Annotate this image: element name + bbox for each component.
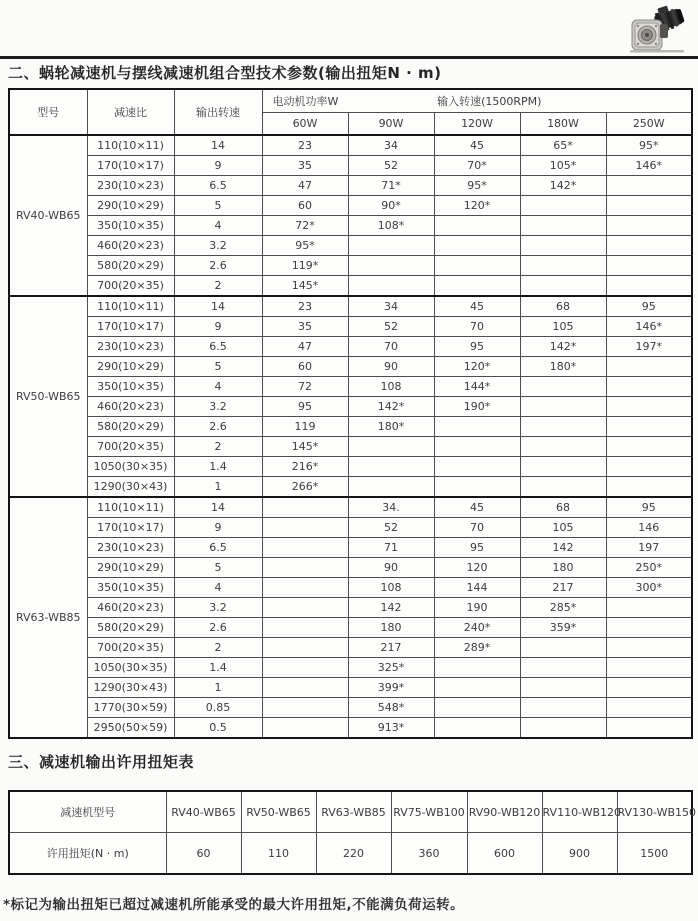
table-row <box>9 497 692 518</box>
table-row <box>9 176 692 196</box>
torque-value-cell: 190* <box>434 397 520 417</box>
model-name-cell: RV50-WB65 <box>241 791 316 833</box>
output-speed-cell: 4 <box>174 377 262 397</box>
table-row <box>9 477 692 498</box>
table-row <box>9 678 692 698</box>
ratio-cell: 1050(30×35) <box>87 658 174 678</box>
torque-value-cell: 142* <box>520 337 606 357</box>
col-header-60w: 60W <box>262 113 348 136</box>
torque-value-cell <box>520 397 606 417</box>
output-speed-cell: 2 <box>174 276 262 297</box>
torque-value-cell <box>520 196 606 216</box>
ratio-cell: 290(10×29) <box>87 196 174 216</box>
allowable-torque-cell: 1500 <box>617 833 692 875</box>
table-row <box>9 337 692 357</box>
torque-value-cell: 23 <box>262 296 348 317</box>
torque-value-cell: 120* <box>434 357 520 377</box>
allowable-torque-table <box>8 790 697 875</box>
torque-value-cell: 95* <box>434 176 520 196</box>
torque-value-cell <box>606 357 692 377</box>
gear-reducer-photo <box>624 4 688 56</box>
torque-value-cell <box>606 678 692 698</box>
torque-value-cell: 240* <box>434 618 520 638</box>
torque-value-cell <box>434 698 520 718</box>
torque-value-cell: 45 <box>434 135 520 156</box>
ratio-cell: 170(10×17) <box>87 518 174 538</box>
col-header-250w: 250W <box>606 113 692 136</box>
table-row <box>9 598 692 618</box>
torque-value-cell <box>606 276 692 297</box>
torque-value-cell: 95 <box>606 497 692 518</box>
torque-value-cell: 913* <box>348 718 434 739</box>
output-speed-cell: 2 <box>174 437 262 457</box>
torque-value-cell: 119* <box>262 256 348 276</box>
table-row <box>9 256 692 276</box>
torque-value-cell: 216* <box>262 457 348 477</box>
torque-value-cell: 47 <box>262 337 348 357</box>
torque-value-cell: 68 <box>520 497 606 518</box>
output-speed-cell: 9 <box>174 518 262 538</box>
torque-value-cell: 105 <box>520 317 606 337</box>
output-speed-cell: 5 <box>174 196 262 216</box>
torque-value-cell <box>606 718 692 739</box>
torque-value-cell <box>520 437 606 457</box>
torque-value-cell: 95 <box>606 296 692 317</box>
torque-value-cell: 95* <box>262 236 348 256</box>
torque-value-row <box>9 833 692 875</box>
table-row <box>9 397 692 417</box>
torque-value-cell <box>434 256 520 276</box>
torque-value-cell: 95 <box>434 538 520 558</box>
torque-value-cell <box>606 236 692 256</box>
torque-value-cell: 34. <box>348 497 434 518</box>
table-row <box>9 578 692 598</box>
torque-value-cell: 90 <box>348 558 434 578</box>
output-speed-cell: 4 <box>174 216 262 236</box>
torque-value-cell: 34 <box>348 135 434 156</box>
torque-value-cell: 217 <box>520 578 606 598</box>
ratio-cell: 230(10×23) <box>87 176 174 196</box>
torque-value-cell <box>434 718 520 739</box>
output-speed-cell: 3.2 <box>174 397 262 417</box>
torque-value-cell: 146* <box>606 317 692 337</box>
ratio-cell: 460(20×23) <box>87 397 174 417</box>
output-speed-cell: 9 <box>174 317 262 337</box>
torque-value-cell: 60 <box>262 196 348 216</box>
torque-value-cell <box>520 256 606 276</box>
torque-value-cell: 146* <box>606 156 692 176</box>
torque-value-cell: 105* <box>520 156 606 176</box>
torque-value-cell <box>520 417 606 437</box>
torque-value-cell <box>262 598 348 618</box>
torque-value-cell <box>520 276 606 297</box>
col-header-output-speed: 输出转速 <box>174 89 262 135</box>
allowable-torque-cell: 360 <box>391 833 467 875</box>
output-speed-cell: 6.5 <box>174 176 262 196</box>
torque-value-cell <box>520 698 606 718</box>
output-speed-cell: 1 <box>174 678 262 698</box>
torque-value-cell: 190 <box>434 598 520 618</box>
torque-value-cell: 145* <box>262 276 348 297</box>
ratio-cell: 110(10×11) <box>87 296 174 317</box>
table-row <box>9 317 692 337</box>
torque-value-cell <box>606 658 692 678</box>
ratio-cell: 580(20×29) <box>87 256 174 276</box>
torque-value-cell <box>262 578 348 598</box>
model-name-cell: RV63-WB85 <box>316 791 391 833</box>
torque-value-cell <box>520 678 606 698</box>
torque-value-cell <box>606 598 692 618</box>
torque-value-cell: 35 <box>262 317 348 337</box>
section3-heading: 三、减速机输出许用扭矩表 <box>8 753 195 771</box>
allowable-torque-cell: 600 <box>467 833 542 875</box>
torque-value-cell: 180 <box>348 618 434 638</box>
model-row-label: 减速机型号 <box>9 791 166 833</box>
torque-value-cell <box>348 457 434 477</box>
torque-value-cell <box>606 397 692 417</box>
torque-value-cell: 119 <box>262 417 348 437</box>
output-speed-cell: 1.4 <box>174 457 262 477</box>
model-name-cell: RV40-WB65 <box>166 791 241 833</box>
torque-value-cell: 65* <box>520 135 606 156</box>
torque-value-cell <box>520 457 606 477</box>
torque-value-cell: 70* <box>434 156 520 176</box>
table-row <box>9 437 692 457</box>
torque-value-cell <box>434 658 520 678</box>
ratio-cell: 2950(50×59) <box>87 718 174 739</box>
table-row <box>9 216 692 236</box>
ratio-cell: 1290(30×43) <box>87 678 174 698</box>
torque-value-cell <box>262 678 348 698</box>
torque-value-cell <box>606 457 692 477</box>
torque-value-cell <box>520 658 606 678</box>
torque-value-cell: 285* <box>520 598 606 618</box>
torque-value-cell: 95 <box>434 337 520 357</box>
torque-value-cell: 300* <box>606 578 692 598</box>
torque-value-cell: 266* <box>262 477 348 498</box>
model-name-cell: RV90-WB120 <box>467 791 542 833</box>
torque-value-cell: 23 <box>262 135 348 156</box>
ratio-cell: 290(10×29) <box>87 558 174 578</box>
output-speed-cell: 2.6 <box>174 417 262 437</box>
torque-value-cell: 142* <box>348 397 434 417</box>
torque-value-cell: 60 <box>262 357 348 377</box>
output-speed-cell: 1 <box>174 477 262 498</box>
torque-value-cell: 72* <box>262 216 348 236</box>
table-row <box>9 718 692 739</box>
torque-value-cell <box>434 276 520 297</box>
table-row <box>9 698 692 718</box>
torque-value-cell <box>262 518 348 538</box>
torque-value-cell: 144 <box>434 578 520 598</box>
output-speed-cell: 2.6 <box>174 618 262 638</box>
torque-value-cell: 95 <box>262 397 348 417</box>
torque-value-cell: 142 <box>348 598 434 618</box>
allowable-torque-cell: 220 <box>316 833 391 875</box>
ratio-cell: 170(10×17) <box>87 156 174 176</box>
torque-value-cell: 90* <box>348 196 434 216</box>
model-name-cell: RV110-WB120 <box>542 791 617 833</box>
torque-value-cell: 35 <box>262 156 348 176</box>
col-header-model: 型号 <box>9 89 87 135</box>
output-speed-cell: 14 <box>174 497 262 518</box>
torque-value-cell <box>348 276 434 297</box>
torque-value-cell <box>434 437 520 457</box>
torque-value-cell <box>606 196 692 216</box>
ratio-cell: 580(20×29) <box>87 417 174 437</box>
ratio-cell: 1290(30×43) <box>87 477 174 498</box>
table-row <box>9 638 692 658</box>
torque-value-cell <box>348 437 434 457</box>
torque-value-cell: 45 <box>434 296 520 317</box>
ratio-cell: 700(20×35) <box>87 437 174 457</box>
table-row <box>9 276 692 297</box>
ratio-cell: 460(20×23) <box>87 236 174 256</box>
torque-value-cell: 45 <box>434 497 520 518</box>
section2-heading: 二、蜗轮减速机与摆线减速机组合型技术参数(输出扭矩N · m) <box>8 64 442 82</box>
torque-value-cell <box>606 477 692 498</box>
torque-value-cell <box>434 417 520 437</box>
torque-value-cell <box>520 638 606 658</box>
model-cell: RV63-WB85 <box>9 497 87 738</box>
torque-value-cell: 68 <box>520 296 606 317</box>
output-speed-cell: 6.5 <box>174 337 262 357</box>
torque-value-cell: 70 <box>348 337 434 357</box>
torque-value-cell: 108* <box>348 216 434 236</box>
output-speed-cell: 4 <box>174 578 262 598</box>
torque-value-cell <box>606 698 692 718</box>
ratio-cell: 1770(30×59) <box>87 698 174 718</box>
torque-value-cell <box>348 236 434 256</box>
torque-value-cell: 105 <box>520 518 606 538</box>
torque-value-cell: 72 <box>262 377 348 397</box>
torque-value-cell <box>262 538 348 558</box>
torque-value-cell: 142 <box>520 538 606 558</box>
torque-value-cell: 52 <box>348 156 434 176</box>
torque-value-cell: 399* <box>348 678 434 698</box>
torque-value-cell <box>606 437 692 457</box>
torque-value-cell: 95* <box>606 135 692 156</box>
output-speed-cell: 3.2 <box>174 598 262 618</box>
torque-value-cell: 108 <box>348 377 434 397</box>
ratio-cell: 350(10×35) <box>87 377 174 397</box>
torque-value-cell: 197 <box>606 538 692 558</box>
input-speed-label: 输入转速(1500RPM) <box>437 95 542 108</box>
torque-value-cell: 71* <box>348 176 434 196</box>
torque-value-cell: 52 <box>348 317 434 337</box>
torque-value-cell: 289* <box>434 638 520 658</box>
ratio-cell: 350(10×35) <box>87 216 174 236</box>
model-name-cell: RV130-WB150 <box>617 791 692 833</box>
torque-value-cell: 142* <box>520 176 606 196</box>
table-row <box>9 558 692 578</box>
output-speed-cell: 2.6 <box>174 256 262 276</box>
torque-value-cell: 146 <box>606 518 692 538</box>
torque-value-cell <box>262 638 348 658</box>
asterisk-footnote: *标记为输出扭矩已超过减速机所能承受的最大许用扭矩,不能满负荷运转。 <box>3 897 465 913</box>
torque-value-cell: 180* <box>348 417 434 437</box>
ratio-cell: 230(10×23) <box>87 337 174 357</box>
torque-value-cell <box>606 638 692 658</box>
output-speed-cell: 5 <box>174 357 262 377</box>
torque-value-cell: 108 <box>348 578 434 598</box>
ratio-cell: 230(10×23) <box>87 538 174 558</box>
model-cell: RV40-WB65 <box>9 135 87 296</box>
output-speed-cell: 0.85 <box>174 698 262 718</box>
torque-value-cell: 325* <box>348 658 434 678</box>
ratio-cell: 110(10×11) <box>87 497 174 518</box>
torque-value-cell: 34 <box>348 296 434 317</box>
torque-value-cell <box>520 477 606 498</box>
torque-value-cell: 548* <box>348 698 434 718</box>
torque-value-cell: 70 <box>434 317 520 337</box>
torque-value-cell <box>606 216 692 236</box>
table-row <box>9 377 692 397</box>
col-header-90w: 90W <box>348 113 434 136</box>
allowable-torque-cell: 900 <box>542 833 617 875</box>
output-speed-cell: 14 <box>174 296 262 317</box>
torque-value-cell <box>262 698 348 718</box>
motor-power-label: 电动机功率W <box>272 95 339 108</box>
torque-value-cell <box>262 618 348 638</box>
table-row <box>9 618 692 638</box>
table-row <box>9 135 692 156</box>
torque-value-cell <box>434 477 520 498</box>
torque-value-cell <box>262 558 348 578</box>
ratio-cell: 350(10×35) <box>87 578 174 598</box>
torque-value-cell: 71 <box>348 538 434 558</box>
torque-value-cell <box>520 377 606 397</box>
table-row <box>9 457 692 477</box>
output-speed-cell: 5 <box>174 558 262 578</box>
torque-value-cell: 217 <box>348 638 434 658</box>
output-speed-cell: 3.2 <box>174 236 262 256</box>
torque-value-cell <box>348 477 434 498</box>
output-speed-cell: 9 <box>174 156 262 176</box>
output-speed-cell: 0.5 <box>174 718 262 739</box>
model-header-row <box>9 791 692 833</box>
ratio-cell: 110(10×11) <box>87 135 174 156</box>
output-speed-cell: 1.4 <box>174 658 262 678</box>
ratio-cell: 580(20×29) <box>87 618 174 638</box>
table-row <box>9 236 692 256</box>
col-header-power-span <box>262 89 692 113</box>
torque-value-cell <box>434 457 520 477</box>
allowable-torque-cell: 110 <box>241 833 316 875</box>
torque-value-cell <box>520 718 606 739</box>
torque-value-cell <box>262 658 348 678</box>
torque-value-cell <box>348 256 434 276</box>
torque-value-cell: 180* <box>520 357 606 377</box>
ratio-cell: 290(10×29) <box>87 357 174 377</box>
top-divider-rule <box>0 56 698 59</box>
torque-value-cell: 120* <box>434 196 520 216</box>
allowable-torque-cell: 60 <box>166 833 241 875</box>
torque-value-cell: 52 <box>348 518 434 538</box>
table-row <box>9 658 692 678</box>
output-speed-cell: 6.5 <box>174 538 262 558</box>
torque-value-cell: 144* <box>434 377 520 397</box>
torque-value-cell <box>606 176 692 196</box>
ratio-cell: 460(20×23) <box>87 598 174 618</box>
table-row <box>9 417 692 437</box>
model-name-cell: RV75-WB100 <box>391 791 467 833</box>
torque-value-cell <box>434 678 520 698</box>
torque-value-cell <box>606 618 692 638</box>
torque-value-cell: 180 <box>520 558 606 578</box>
torque-value-cell <box>434 236 520 256</box>
combined-parameters-table <box>8 88 693 739</box>
torque-row-label: 许用扭矩(N · m) <box>9 833 166 875</box>
output-speed-cell: 14 <box>174 135 262 156</box>
torque-value-cell <box>262 718 348 739</box>
torque-value-cell <box>262 497 348 518</box>
torque-value-cell: 70 <box>434 518 520 538</box>
col-header-120w: 120W <box>434 113 520 136</box>
torque-value-cell <box>606 377 692 397</box>
col-header-180w: 180W <box>520 113 606 136</box>
ratio-cell: 1050(30×35) <box>87 457 174 477</box>
torque-value-cell: 359* <box>520 618 606 638</box>
torque-value-cell <box>606 256 692 276</box>
torque-value-cell: 197* <box>606 337 692 357</box>
ratio-cell: 170(10×17) <box>87 317 174 337</box>
torque-value-cell: 120 <box>434 558 520 578</box>
table-row <box>9 156 692 176</box>
torque-value-cell <box>520 236 606 256</box>
table-row <box>9 196 692 216</box>
ratio-cell: 700(20×35) <box>87 638 174 658</box>
torque-value-cell <box>520 216 606 236</box>
torque-value-cell: 250* <box>606 558 692 578</box>
torque-value-cell: 145* <box>262 437 348 457</box>
output-speed-cell: 2 <box>174 638 262 658</box>
ratio-cell: 700(20×35) <box>87 276 174 297</box>
table-row <box>9 357 692 377</box>
model-cell: RV50-WB65 <box>9 296 87 497</box>
torque-value-cell <box>606 417 692 437</box>
table-row <box>9 538 692 558</box>
table-row <box>9 518 692 538</box>
torque-value-cell <box>434 216 520 236</box>
col-header-ratio: 减速比 <box>87 89 174 135</box>
torque-value-cell: 90 <box>348 357 434 377</box>
table-row <box>9 296 692 317</box>
torque-value-cell: 47 <box>262 176 348 196</box>
